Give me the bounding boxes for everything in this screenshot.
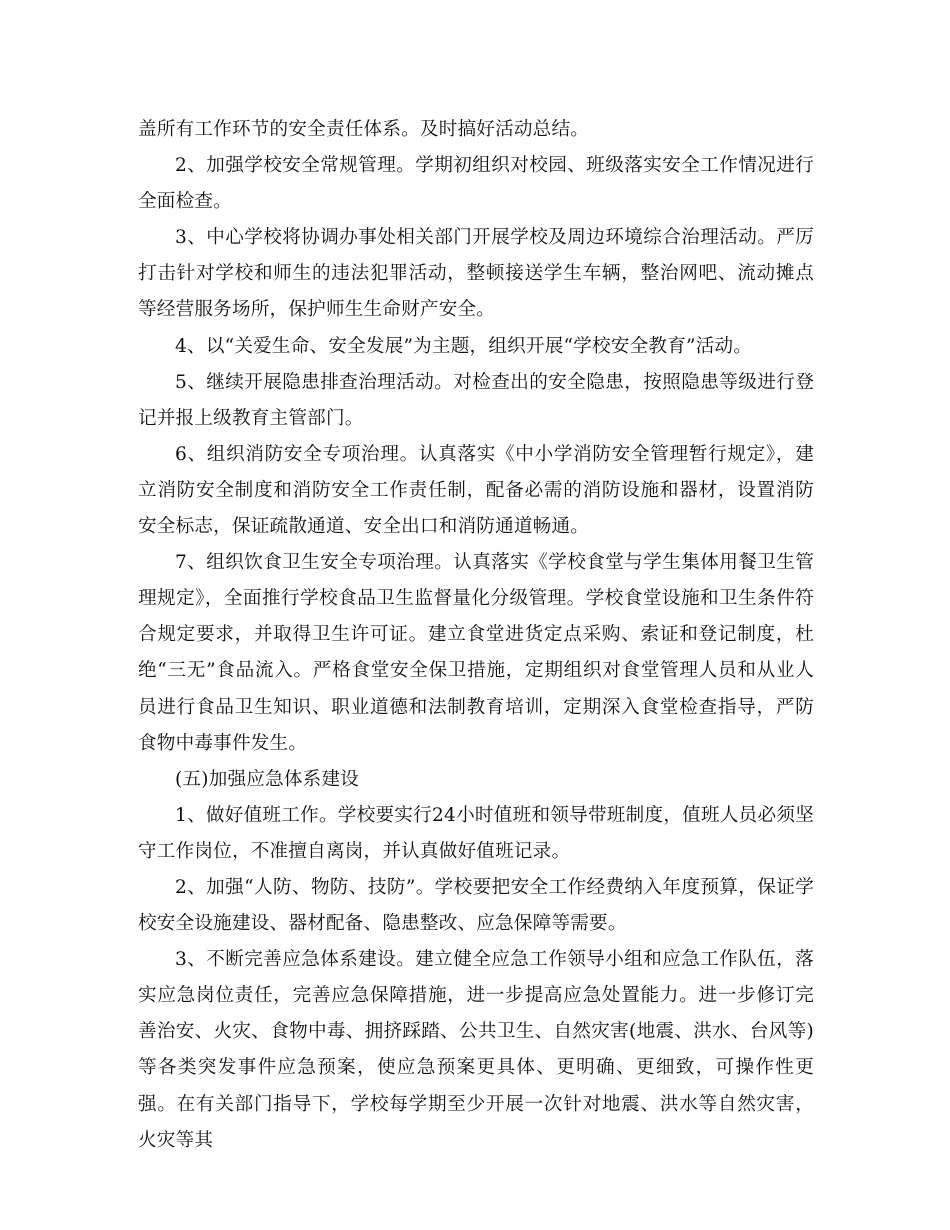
paragraph-item-4-safety-education: 4、以“关爱生命、安全发展”为主题，组织开展“学校安全教育”活动。 bbox=[175, 335, 753, 357]
paragraph-item-2-routine-management: 2、加强学校安全常规管理。学期初组织对校园、班级落实安全工作情况进行全面检查。 bbox=[138, 155, 814, 213]
paragraph-item-1-duty-work: 1、做好值班工作。学校要实行24小时值班和领导带班制度，值班人员必须坚守工作岗位，不准擅自离岗，并认真做好值班记录。 bbox=[138, 804, 814, 862]
paragraph-item-3-environment-governance: 3、中心学校将协调办事处相关部门开展学校及周边环境综合治理活动。严厉打击针对学校和师生的违法犯罪活动，整顿接送学生车辆，整治网吧、流动摊点等经营服务场所，保护师生生命财产安全。 bbox=[138, 227, 814, 321]
paragraph-item-2-security-measures: 2、加强“人防、物防、技防”。学校要把安全工作经费纳入年度预算，保证学校安全设施建设、器材配备、隐患整改、应急保障等需要。 bbox=[138, 876, 814, 935]
document-body bbox=[138, 112, 814, 1159]
paragraph-item-6-fire-safety: 6、组织消防安全专项治理。认真落实《中小学消防安全管理暂行规定》，建立消防安全制度和消防安全工作责任制，配备必需的消防设施和器材，设置消防安全标志，保证疏散通道、安全出口和消防通道畅通。 bbox=[138, 443, 814, 538]
paragraph-item-5-hazard-inspection: 5、继续开展隐患排查治理活动。对检查出的安全隐患，按照隐患等级进行登记并报上级教育主管部门。 bbox=[138, 371, 814, 429]
section-heading-emergency-system: (五)加强应急体系建设 bbox=[175, 768, 360, 790]
paragraph-item-7-food-safety: 7、组织饮食卫生安全专项治理。认真落实《学校食堂与学生集体用餐卫生管理规定》，全面推行学校食品卫生监督量化分级管理。学校食堂设施和卫生条件符合规定要求，并取得卫生许可证。建立食堂进货定点采购、索证和登记制度，杜绝“三无”食品流入。严格食堂安全保卫措施，定期组织对食堂管理人员和从业人员进行食品卫生知识、职业道德和法制教育培训，定期深入食堂检查指导，严防食物中毒事件发生。 bbox=[138, 552, 814, 754]
paragraph-item-3-emergency-system: 3、不断完善应急体系建设。建立健全应急工作领导小组和应急工作队伍，落实应急岗位责任，完善应急保障措施，进一步提高应急处置能力。进一步修订完善治安、火灾、食物中毒、拥挤踩踏、公共卫生、自然灾害(地震、洪水、台风等)等各类突发事件应急预案，使应急预案更具体、更明确、更细致，可操作性更强。在有关部门指导下，学校每学期至少开展一次针对地震、洪水等自然灾害，火灾等其 bbox=[138, 949, 814, 1151]
paragraph-continuation: 盖所有工作环节的安全责任体系。及时搞好活动总结。 bbox=[138, 119, 590, 140]
